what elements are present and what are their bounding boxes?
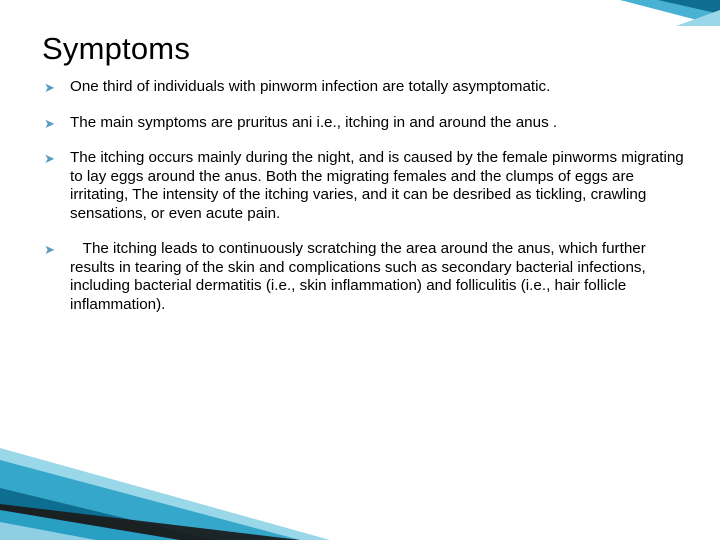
list-item — [44, 78, 684, 97]
list-item-text: The main symptoms are pruritus ani i.e., itching in and around the anus . — [70, 113, 558, 131]
bullet-arrow-icon: ➤ — [44, 80, 55, 95]
decorative-corner-top-right — [600, 0, 720, 26]
bullet-list — [44, 78, 688, 331]
bullet-arrow-icon: ➤ — [44, 115, 55, 131]
list-item — [44, 114, 684, 133]
list-item-text: The itching leads to continuously scratching the area around the anus, which further results in tearing of the skin and complications such as secondary bacterial infections, including bacterial dermatitis (i.e., skin inflammation) and folliculitis (i.e., hair follicle inflammation). — [70, 240, 651, 313]
list-item-text: One third of individuals with pinworm infection are totally asymptomatic. — [70, 78, 551, 95]
list-item — [44, 149, 688, 223]
list-item-text: The itching occurs mainly during the night, and is caused by the female pinworms migrating to lay eggs around the anus. Both the migrating females and the clumps of eggs are irritating, The intensity of the itching varies, and it can be desribed as tickling, crawling sensations, or even acute pain. — [70, 149, 688, 222]
decorative-corner-bottom-left — [0, 430, 400, 540]
list-item — [44, 240, 684, 314]
page-title: Symptoms — [42, 30, 191, 66]
bullet-arrow-icon: ➤ — [44, 242, 55, 258]
bullet-arrow-icon: ➤ — [44, 151, 55, 167]
